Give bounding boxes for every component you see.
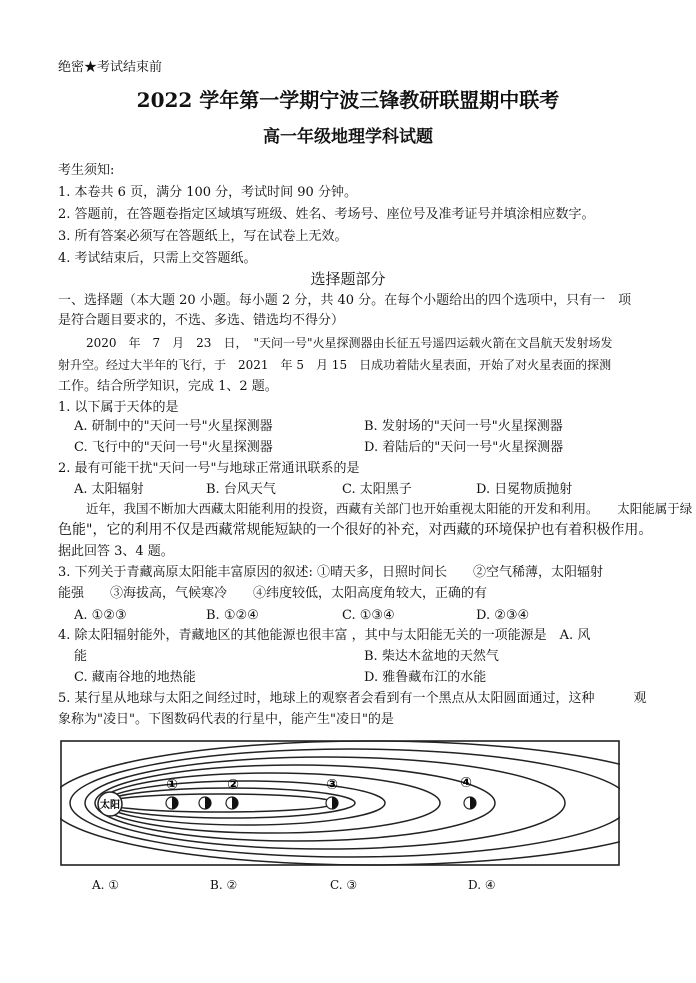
q2-option-b: B. 台风天气 — [206, 482, 276, 497]
passage1-line: 2020 年 7 月 23 日， "天问一号"火星探测器由长征五号遥四运载火箭在文昌航天发射场发 — [86, 336, 613, 350]
planet — [199, 797, 211, 809]
section-title: 选择题部分 — [310, 270, 386, 288]
q5-option-a: A. ① — [92, 878, 120, 892]
q3-stem-cont: 能强 ③海拔高，气候寒冷 ④纬度较低，太阳高度角较大，正确的有 — [58, 586, 488, 601]
notice-item: 1. 本卷共 6 页，满分 100 分，考试时间 90 分钟。 — [58, 185, 357, 200]
q2-option-c: C. 太阳黑子 — [342, 482, 412, 497]
marker-1: ① — [166, 777, 178, 793]
sun-label: 太阳 — [100, 800, 120, 811]
q5-option-b: B. ② — [210, 878, 238, 892]
q3-stem: 3. 下列关于青藏高原太阳能丰富原因的叙述: ①晴天多，日照时间长 ②空气稀薄，太阳辐射 — [58, 565, 604, 580]
q3-option-b: B. ①②④ — [206, 608, 259, 623]
q3-option-a: A. ①②③ — [74, 608, 127, 623]
planet — [226, 797, 238, 809]
q1-option-b: B. 发射场的"天问一号"火星探测器 — [364, 419, 563, 434]
orbit-diagram — [60, 740, 620, 866]
q5-option-d: D. ④ — [468, 878, 496, 892]
marker-2: ② — [227, 777, 239, 793]
exam-title: 2022 学年第一学期宁波三锋教研联盟期中联考 — [136, 88, 560, 112]
q1-stem: 1. 以下属于天体的是 — [58, 400, 179, 415]
passage1-line: 工作。结合所学知识，完成 1、2 题。 — [58, 379, 278, 394]
marker-3: ③ — [326, 777, 338, 793]
q2-stem: 2. 最有可能干扰"天问一号"与地球正常通讯联系的是 — [58, 461, 360, 476]
q3-option-c: C. ①③④ — [342, 608, 395, 623]
exam-subtitle: 高一年级地理学科试题 — [263, 127, 433, 147]
planet — [166, 797, 178, 809]
q4-stem-cont: 能 — [74, 649, 88, 664]
secret-label: 绝密★考试结束前 — [58, 60, 163, 75]
notice-item: 2. 答题前，在答题卷指定区域填写班级、姓名、考场号、座位号及准考证号并填涂相应数字。 — [58, 207, 595, 222]
marker-4: ④ — [460, 775, 472, 791]
q2-option-d: D. 日冕物质抛射 — [476, 482, 573, 497]
notice-heading: 考生须知: — [58, 163, 115, 178]
passage2-line: 色能"，它的利用不仅是西藏常规能短缺的一个很好的补充，对西藏的环境保护也有着积极作用。 — [58, 522, 653, 538]
passage1-line: 射升空。经过大半年的飞行，于 2021 年 5 月 15 日成功着陆火星表面，开始了对火星表面的探测 — [58, 358, 612, 372]
q5-stem: 5. 某行星从地球与太阳之间经过时，地球上的观察者会看到有一个黑点从太阳圆面通过，这种 观 — [58, 691, 647, 706]
q2-option-a: A. 太阳辐射 — [74, 482, 144, 497]
q5-stem-cont: 象称为"凌日"。下图数码代表的行星中，能产生"凌日"的是 — [58, 712, 394, 727]
q3-option-d: D. ②③④ — [476, 608, 530, 623]
passage2-line: 据此回答 3、4 题。 — [58, 544, 174, 559]
planet — [464, 797, 476, 809]
passage2-line: 近年，我国不断加大西藏太阳能利用的投资，西藏有关部门也开始重视太阳能的开发和利用。 太阳能属于绿 — [86, 501, 693, 516]
q1-option-c: C. 飞行中的"天问一号"火星探测器 — [74, 440, 273, 455]
part1-heading: 一、选择题（本大题 20 小题。每小题 2 分，共 40 分。在每个小题给出的四个选项中，只有一 项 — [58, 293, 632, 308]
q4-option-b: B. 柴达木盆地的天然气 — [364, 649, 499, 664]
q4-option-c: C. 藏南谷地的地热能 — [74, 670, 196, 685]
notice-item: 3. 所有答案必须写在答题纸上，写在试卷上无效。 — [58, 229, 348, 244]
q1-option-d: D. 着陆后的"天问一号"火星探测器 — [364, 440, 564, 455]
q4-stem: 4. 除太阳辐射能外，青藏地区的其他能源也很丰富 ，其中与太阳能无关的一项能源是 A. 风 — [58, 628, 591, 643]
planet — [326, 797, 338, 809]
notice-item: 4. 考试结束后，只需上交答题纸。 — [58, 251, 257, 266]
q5-option-c: C. ③ — [330, 878, 358, 892]
q1-option-a: A. 研制中的"天问一号"火星探测器 — [74, 419, 273, 434]
part1-heading-cont: 是符合题目要求的，不选、多选、错选均不得分） — [58, 313, 345, 328]
q4-option-d: D. 雅鲁藏布江的水能 — [364, 670, 487, 685]
